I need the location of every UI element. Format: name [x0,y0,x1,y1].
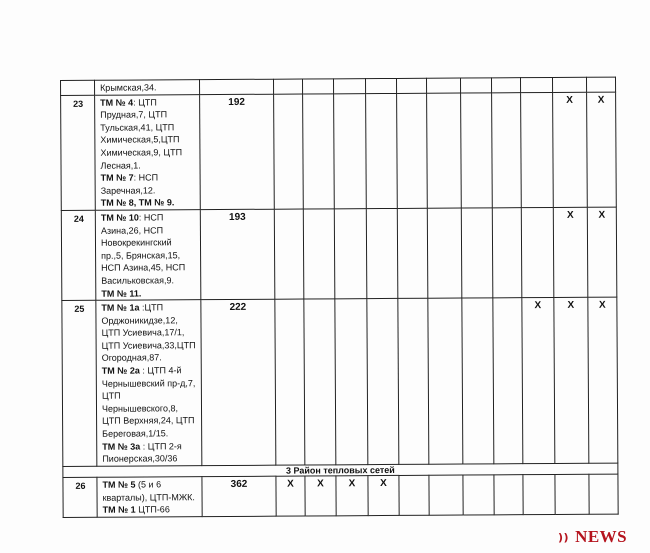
address-text: : ЦТП 4-й [139,365,182,376]
description-line [101,287,197,300]
description-line [102,452,198,465]
address-text: Огородная,87. [101,352,162,364]
row-number: 25 [62,300,97,466]
mark-cell [365,78,396,93]
network-label: ТМ № 10 [100,212,139,223]
network-label: ТМ № 2а [101,365,140,376]
table-row [62,297,618,466]
address-text: : ЦТП [133,97,157,108]
description-line [100,108,196,121]
mark-cell [334,93,367,209]
mark-cell [399,475,429,515]
network-label: ТМ № 3а [102,441,141,452]
description-cell [97,477,202,517]
mark-cell: X [554,297,589,463]
address-text: :ЦТП [139,302,164,313]
description-line [102,427,198,440]
mark-cell: X [587,92,617,208]
network-label: ТМ № 1 [102,504,136,516]
address-text: ЦТП Верхняя,24, ЦТП [102,415,195,427]
mark-cell [521,207,554,297]
value-cell: 362 [202,476,276,516]
mark-cell [426,78,460,93]
address-text: пр.,5, Брянская,15, [101,249,181,261]
address-text: (5 и 6 [135,479,162,490]
address-text: Химическая,5,ЦТП [100,134,180,146]
mark-cell [397,208,428,298]
mark-cell: X [588,297,618,463]
schedule-table-wrapper [60,77,606,518]
mark-cell [302,79,333,94]
news-watermark-text: NEWS [575,527,628,546]
mark-cell [555,474,589,514]
address-text: Заречная,12. [100,185,156,196]
row-number: 23 [61,95,96,211]
value-cell: 193 [200,209,275,300]
row-number [61,80,95,95]
address-text: ЦТП Усиевича,33,ЦТП [101,340,196,351]
description-line [103,503,199,516]
address-text: Новокрекингский [100,237,172,248]
address-text: Орджоникидзе,12, [101,314,178,326]
description-line [102,478,198,491]
radio-waves-icon: )) [558,530,570,544]
address-text: Тульская,41, ЦТП [100,122,175,133]
address-text: : ЦТП 2-я [140,440,182,452]
network-label: ТМ № 11. [101,288,142,299]
table-body [61,77,619,517]
description-line [101,197,197,210]
mark-cell [492,92,522,208]
mark-cell [303,209,335,299]
mark-cell [520,77,552,92]
description-line [101,314,197,327]
value-cell: 192 [200,94,275,210]
network-label: ТМ № 5 [102,479,136,490]
mark-cell [274,94,304,210]
description-line [102,402,198,415]
address-text: ЦТП Усиевича,17/1, [101,327,185,339]
address-text: Пионерская,30/36 [102,453,178,464]
mark-cell [366,93,398,209]
address-text: ЦТП-66 [135,504,170,515]
schedule-table [60,77,619,518]
mark-cell [304,299,336,465]
mark-cell: X [553,207,588,297]
mark-cell [552,77,586,92]
description-line [102,364,198,377]
mark-cell [273,79,302,94]
address-text: Чернышевского,8, [101,403,179,414]
mark-cell [462,298,494,464]
description-cell [95,94,201,210]
description-line [102,326,198,339]
mark-cell [427,93,462,209]
mark-cell [367,299,399,465]
mark-cell [397,93,428,209]
network-label: ТМ № 4 [100,97,134,108]
value-cell: 222 [201,299,276,465]
mark-cell [275,299,305,465]
description-line [100,96,196,109]
mark-cell [521,92,554,208]
description-line [101,171,197,184]
address-text: ЦТП [101,390,121,401]
description-line [101,211,197,224]
description-line [102,440,198,453]
mark-cell: X [368,476,399,516]
address-text: Прудная,7, ЦТП [100,109,168,120]
description-line [101,184,197,197]
mark-cell: X [336,476,368,516]
description-line [103,491,199,504]
description-line [101,274,197,287]
description-line [102,415,198,428]
mark-cell [463,475,494,515]
mark-cell [398,298,429,464]
row-number: 24 [61,210,96,300]
description-line [102,339,198,352]
address-text: НСП Азина,45, НСП [101,262,186,274]
description-line [101,224,197,237]
address-text: Чернышевский пр-д,7, [101,377,196,389]
address-text: Азина,26, НСП [100,224,164,236]
mark-cell [429,475,463,515]
mark-cell [523,475,555,515]
description-cell [95,210,201,301]
mark-cell [493,298,523,464]
table-row [61,92,617,211]
description-cell [96,300,202,467]
description-line [102,352,198,365]
mark-cell [491,78,520,93]
mark-cell [589,474,618,514]
address-text: Лесная,1. [100,160,141,171]
description-line [101,249,197,262]
row-number: 26 [63,477,97,517]
address-text: Крымская,34. [100,82,157,93]
mark-cell [428,298,463,464]
description-line [101,261,197,274]
description-line [100,121,196,134]
mark-cell: X [553,92,588,208]
mark-cell: X [587,207,617,297]
mark-cell [274,209,304,299]
mark-cell: X [305,476,336,516]
mark-cell [492,208,522,298]
mark-cell [366,208,398,298]
description-line [101,301,197,314]
mark-cell [460,78,491,93]
mark-cell [427,208,462,298]
description-cell [95,80,200,95]
mark-cell [334,209,367,299]
table-row [63,474,618,517]
mark-cell [461,208,493,298]
address-text: : НСП [138,212,164,223]
news-watermark [558,527,627,547]
mark-cell [494,475,523,515]
address-text: кварталы), ЦТП-МЖК. [102,491,195,503]
network-label: ТМ № 7 [100,172,134,183]
mark-cell [333,79,365,94]
mark-cell [586,77,615,92]
table-row [61,207,617,301]
mark-cell [335,299,368,465]
mark-cell [303,93,335,209]
address-text: Береговая,1/15. [102,428,169,439]
address-text: Васильковская,9. [101,275,174,286]
mark-cell [396,78,426,93]
description-line [102,377,198,390]
description-line [100,159,196,172]
description-line [101,236,197,249]
network-label: ТМ № 8, ТМ № 9. [100,197,175,209]
section-title: 3 Район тепловых сетей [63,463,618,477]
description-line [102,389,198,402]
description-line [100,134,196,147]
mark-cell: X [522,298,555,464]
mark-cell [461,92,493,208]
mark-cell: X [276,476,305,516]
address-text: Химическая,9, ЦТП [100,147,183,158]
mark-cell [200,79,274,94]
network-label: ТМ № 1а [101,302,140,313]
description-line [100,146,196,159]
address-text: : НСП [133,172,159,183]
